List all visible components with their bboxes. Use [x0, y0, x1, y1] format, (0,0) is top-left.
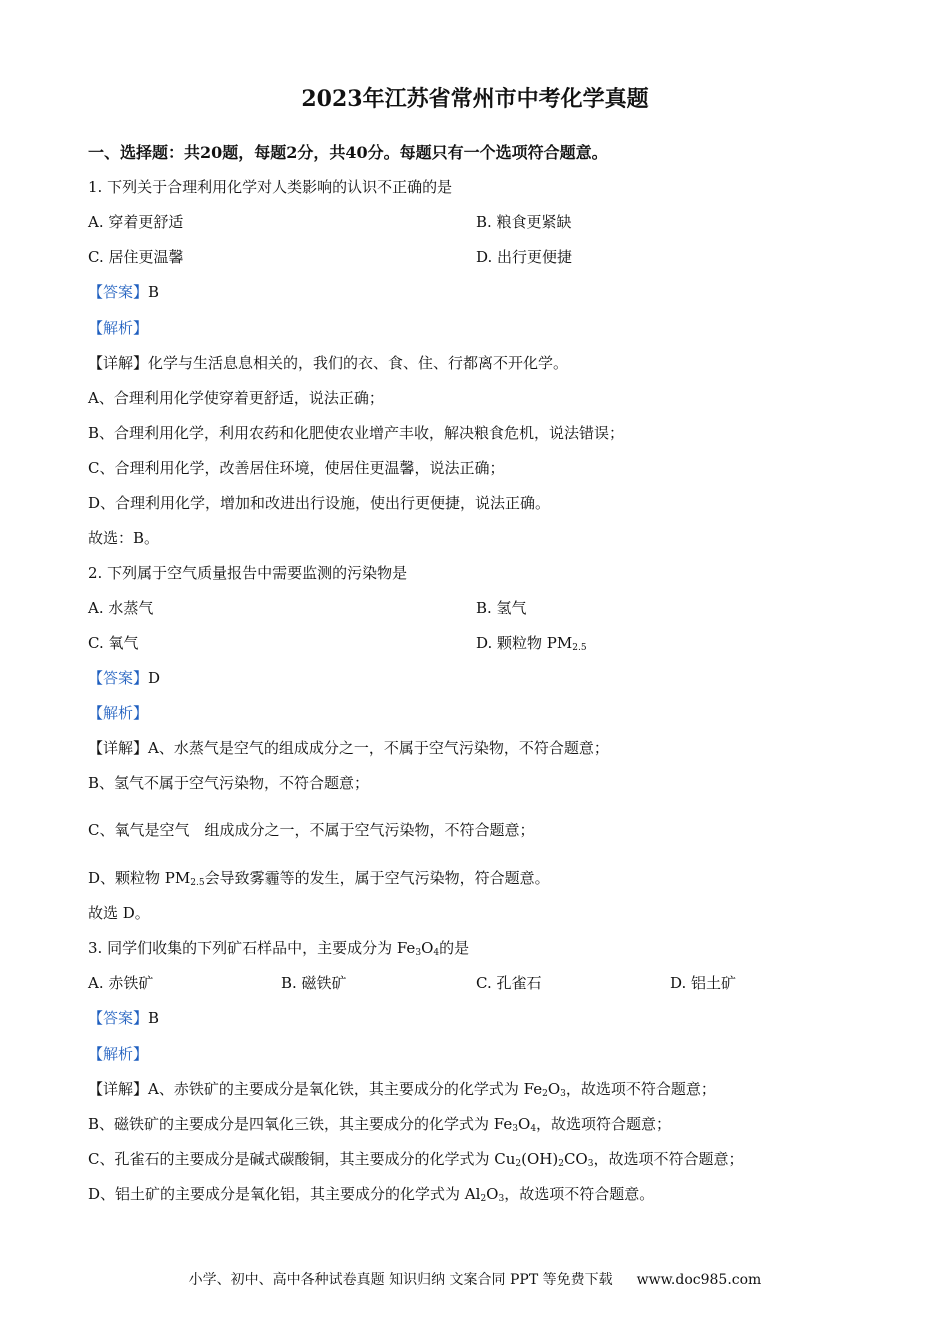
- q2-option-c: C. 氧气: [88, 634, 139, 652]
- q2-explain-c: C、氧气是空气 组成成分之一，不属于空气污染物，不符合题意；: [88, 821, 535, 839]
- q1-option-b: B. 粮食更紧缺: [476, 213, 572, 231]
- q1-option-a: A. 穿着更舒适: [88, 213, 184, 231]
- q1-explain-c: C、合理利用化学，改善居住环境，使居住更温馨，说法正确；: [88, 459, 505, 477]
- answer-tag: 【答案】: [88, 669, 149, 687]
- q3-option-b: B. 磁铁矿: [281, 974, 347, 992]
- q1-explain-b: B、合理利用化学，利用农药和化肥使农业增产丰收，解决粮食危机，说法错误；: [88, 424, 625, 442]
- q1-conclusion: 故选：B。: [88, 529, 160, 547]
- q1-explain-d: D、合理利用化学，增加和改进出行设施，使出行更便捷，说法正确。: [88, 494, 551, 512]
- q1-option-c: C. 居住更温馨: [88, 248, 184, 266]
- answer-value: B: [148, 1009, 160, 1027]
- q2-answer: [88, 668, 160, 688]
- q2-explain-d: D、颗粒物 $PM_{2.5}$会导致雾霾等的发生，属于空气污染物，符合题意。: [88, 869, 550, 888]
- q2-analysis-tag: 【解析】: [88, 704, 149, 722]
- page-footer: [0, 1270, 950, 1290]
- q3-option-a: A. 赤铁矿: [88, 974, 154, 992]
- q1-explain-a: A、合理利用化学使穿着更舒适，说法正确；: [88, 389, 384, 407]
- q1-analysis-tag: 【解析】: [88, 319, 149, 337]
- q2-option-d: D. 颗粒物 $PM_{2.5}$: [476, 634, 587, 653]
- q3-explain-d: D、铝土矿的主要成分是氧化铝，其主要成分的化学式为 $Al_2O_3$，故选项不符合题意。: [88, 1185, 655, 1204]
- footer-link[interactable]: www.doc985.com: [636, 1272, 762, 1288]
- q2-option-a: A. 水蒸气: [88, 599, 154, 617]
- answer-value: B: [148, 283, 160, 301]
- question-2-stem: 2. 下列属于空气质量报告中需要监测的污染物是: [88, 564, 408, 582]
- q2-detail: 【详解】A、水蒸气是空气的组成成分之一，不属于空气污染物，不符合题意；: [88, 739, 609, 757]
- answer-tag: 【答案】: [88, 1009, 149, 1027]
- q2-conclusion: 故选 D。: [88, 904, 150, 922]
- section-heading: 一、选择题：共20题，每题2分，共40分。每题只有一个选项符合题意。: [88, 143, 608, 162]
- q2-explain-b: B、氢气不属于空气污染物，不符合题意；: [88, 774, 370, 792]
- answer-tag: 【答案】: [88, 283, 149, 301]
- detail-tag: 【详解】: [88, 739, 149, 757]
- q1-detail: 【详解】化学与生活息息相关的，我们的衣、食、住、行都离不开化学。: [88, 354, 569, 372]
- q3-option-d: D. 铝土矿: [670, 974, 737, 992]
- q1-answer: [88, 282, 159, 302]
- q2-option-b: B. 氢气: [476, 599, 527, 617]
- detail-tag: 【详解】: [88, 1080, 149, 1098]
- q3-analysis-tag: 【解析】: [88, 1045, 149, 1063]
- q3-explain-a: 【详解】A、赤铁矿的主要成分是氧化铁，其主要成分的化学式为 $Fe_2O_3$，故选项不符合题意；: [88, 1080, 716, 1099]
- page-title: 2023年江苏省常州市中考化学真题: [301, 86, 649, 112]
- detail-tag: 【详解】: [88, 354, 149, 372]
- q3-explain-c: C、孔雀石的主要成分是碱式碳酸铜，其主要成分的化学式为 $Cu_2(OH)_2CO_3$，故选项不符合题意；: [88, 1150, 744, 1169]
- q1-option-d: D. 出行更便捷: [476, 248, 573, 266]
- question-1-stem: 1. 下列关于合理利用化学对人类影响的认识不正确的是: [88, 178, 453, 196]
- q3-explain-b: B、磁铁矿的主要成分是四氧化三铁，其主要成分的化学式为 $Fe_3O_4$，故选项符合题意；: [88, 1115, 672, 1134]
- q3-option-c: C. 孔雀石: [476, 974, 542, 992]
- question-3-stem: 3. 同学们收集的下列矿石样品中，主要成分为 $Fe_3O_4$的是: [88, 939, 470, 958]
- footer-text: 小学、初中、高中各种试卷真题 知识归纳 文案合同 PPT 等免费下载: [188, 1272, 613, 1288]
- q3-answer: [88, 1008, 159, 1028]
- answer-value: D: [148, 669, 161, 687]
